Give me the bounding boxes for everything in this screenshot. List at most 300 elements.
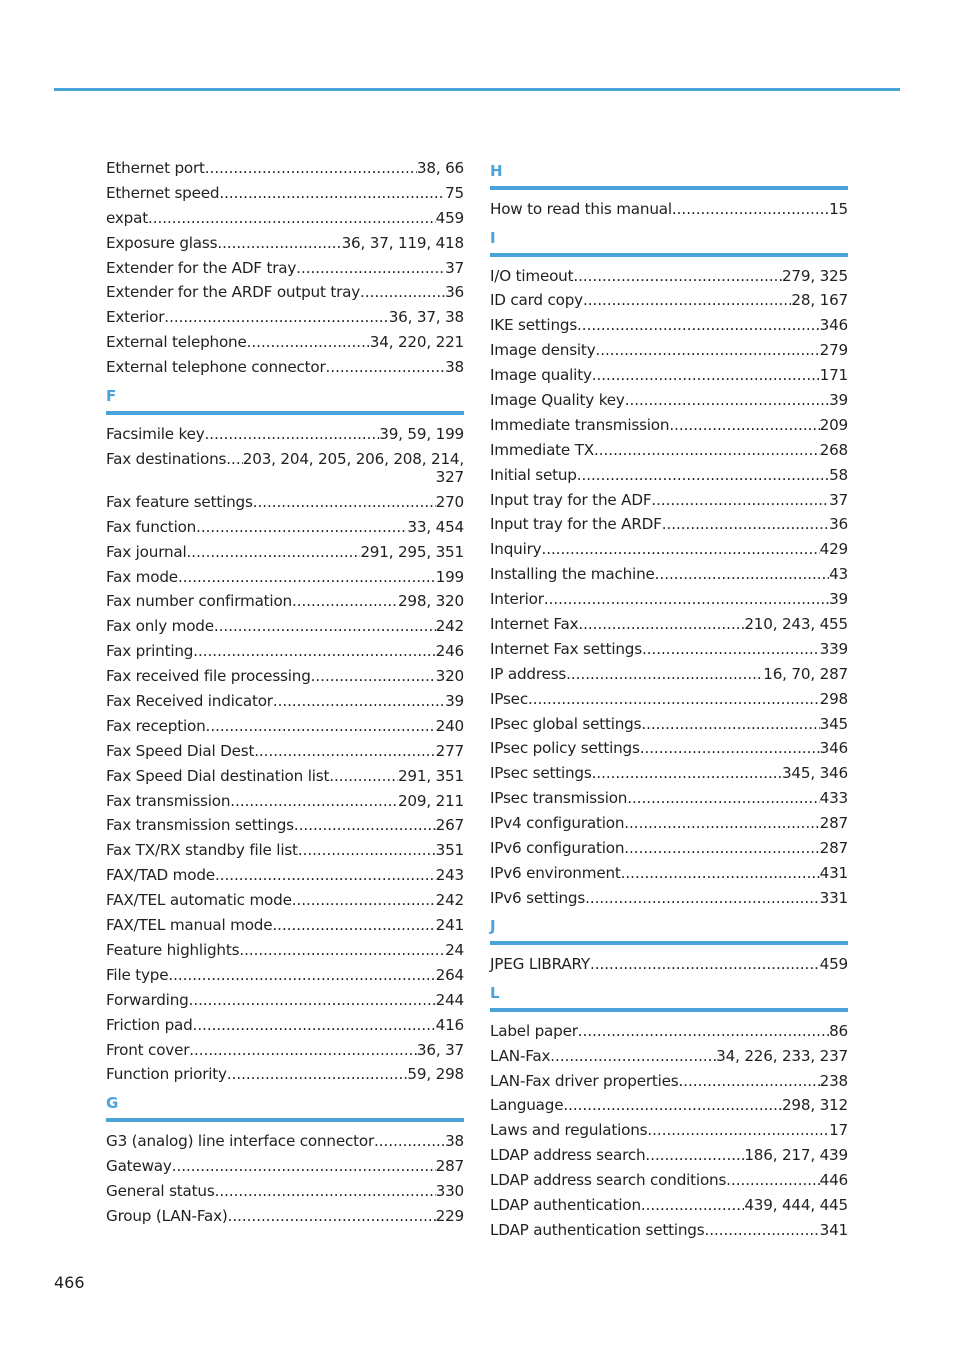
section-letter: H	[490, 162, 503, 180]
index-entry	[106, 450, 464, 487]
index-entry	[490, 491, 848, 510]
index-pages: 287	[435, 1156, 464, 1175]
index-term: FAX/TEL automatic mode	[106, 891, 292, 910]
index-pages: 291, 351	[397, 766, 464, 785]
index-term: Exterior	[106, 308, 165, 327]
dot-leader	[578, 615, 744, 634]
index-pages: 210, 243, 455	[744, 614, 848, 633]
dot-leader	[655, 565, 829, 584]
dot-leader	[215, 866, 436, 885]
index-term: IPv6 configuration	[490, 838, 625, 857]
index-term: FAX/TAD mode	[106, 866, 215, 885]
index-entry	[490, 739, 848, 758]
dot-leader	[214, 617, 436, 636]
dot-leader	[585, 889, 820, 908]
index-pages: 186, 217, 439	[744, 1146, 848, 1165]
index-entry	[106, 642, 464, 661]
dot-leader	[573, 267, 782, 286]
section-rule	[490, 1008, 848, 1012]
dot-leader	[205, 159, 417, 178]
index-entry	[106, 283, 464, 302]
dot-leader	[592, 764, 782, 783]
index-term: Extender for the ARDF output tray	[106, 283, 361, 302]
index-term: Inquiry	[490, 540, 542, 559]
index-pages: 351	[435, 841, 464, 860]
index-pages: 33, 454	[407, 517, 464, 536]
dot-leader	[259, 742, 436, 761]
index-pages: 320	[435, 667, 464, 686]
index-pages: 345	[819, 714, 848, 733]
index-entry	[106, 841, 464, 860]
index-entry-line	[106, 450, 464, 469]
index-pages: 341	[819, 1220, 848, 1239]
index-pages: 39	[445, 692, 464, 711]
dot-leader	[215, 1182, 436, 1201]
index-entry	[106, 1207, 464, 1226]
index-term: Label paper	[490, 1021, 578, 1040]
dot-leader	[193, 642, 435, 661]
section-header	[490, 229, 848, 257]
index-entry	[490, 565, 848, 584]
dot-leader	[594, 441, 820, 460]
dot-leader	[541, 540, 819, 559]
dot-leader	[641, 715, 819, 734]
index-entry	[106, 184, 464, 203]
dot-leader	[590, 955, 820, 974]
index-term: External telephone	[106, 333, 247, 352]
index-pages: 268	[819, 440, 848, 459]
index-term: Fax only mode	[106, 617, 214, 636]
index-term: IPsec global settings	[490, 714, 642, 733]
index-term: JPEG LIBRARY	[490, 955, 590, 974]
index-entry	[490, 366, 848, 385]
dot-leader	[642, 640, 820, 659]
index-pages: 59, 298	[407, 1065, 464, 1084]
index-term: IPv6 environment	[490, 863, 621, 882]
index-pages: 16, 70, 287	[763, 664, 848, 683]
index-pages: 209, 211	[397, 791, 464, 810]
index-entry	[106, 866, 464, 885]
index-term: IP address	[490, 664, 567, 683]
index-entry	[106, 259, 464, 278]
index-entry	[490, 1047, 848, 1066]
index-term: G3 (analog) line interface connector	[106, 1131, 375, 1150]
index-pages: 36	[829, 515, 848, 534]
index-term: Internet Fax	[490, 614, 579, 633]
dot-leader	[577, 466, 829, 485]
index-entry	[106, 966, 464, 985]
section-letter: I	[490, 228, 496, 247]
index-pages: 279, 325	[781, 266, 848, 285]
dot-leader	[164, 308, 388, 327]
index-term: LDAP authentication settings	[490, 1220, 705, 1239]
index-entry	[106, 592, 464, 611]
index-pages: 330	[435, 1181, 464, 1200]
index-term: Extender for the ADF tray	[106, 258, 297, 277]
dot-leader	[228, 1207, 436, 1226]
dot-leader	[374, 1132, 445, 1151]
index-term: How to read this manual	[490, 200, 672, 218]
index-term: IPsec	[490, 689, 528, 708]
index-entry	[490, 690, 848, 709]
section-letter: J	[490, 917, 496, 936]
index-entry	[106, 1157, 464, 1176]
index-entry	[490, 615, 848, 634]
dot-leader	[726, 1171, 819, 1190]
index-term: Immediate transmission	[490, 415, 670, 434]
dot-leader	[329, 767, 398, 786]
dot-leader	[566, 665, 763, 684]
dot-leader	[148, 209, 436, 228]
index-entry	[490, 814, 848, 833]
index-term: Laws and regulations	[490, 1121, 648, 1140]
index-term: Front cover	[106, 1040, 190, 1059]
index-term: Group (LAN-Fax)	[106, 1206, 228, 1225]
index-entry	[490, 391, 848, 410]
index-entry	[490, 839, 848, 858]
section-header	[490, 917, 848, 945]
index-entry	[490, 1146, 848, 1165]
dot-leader	[205, 425, 380, 444]
index-entry	[490, 1022, 848, 1041]
dot-leader	[592, 366, 820, 385]
page-number: 466	[54, 1273, 85, 1292]
index-pages: 346	[819, 739, 848, 758]
section-rule	[106, 1118, 464, 1122]
index-term: Exposure glass	[106, 233, 218, 252]
index-entry	[490, 665, 848, 684]
index-pages: 171	[819, 366, 848, 385]
index-entry	[106, 816, 464, 835]
index-pages: 24	[445, 940, 464, 959]
index-entry	[490, 441, 848, 460]
index-entry	[106, 891, 464, 910]
dot-leader	[577, 316, 820, 335]
index-term: Ethernet speed	[106, 183, 220, 202]
index-entry	[490, 640, 848, 659]
index-term: Fax TX/RX standby file list	[106, 841, 298, 860]
index-term: Fax transmission settings	[106, 816, 294, 835]
index-term: Image Quality key	[490, 390, 625, 409]
index-entry	[490, 955, 848, 974]
dot-leader	[595, 341, 819, 360]
index-term: Input tray for the ARDF	[490, 515, 662, 534]
dot-leader	[294, 816, 436, 835]
index-term: General status	[106, 1181, 215, 1200]
index-pages: 36, 37, 119, 418	[341, 233, 464, 252]
index-term: Gateway	[106, 1156, 172, 1175]
dot-leader	[247, 333, 370, 352]
index-pages: 229	[435, 1206, 464, 1225]
index-pages: 270	[435, 492, 464, 511]
index-term: LDAP address search conditions	[490, 1171, 727, 1190]
index-pages: 459	[819, 955, 848, 974]
index-term: IPsec policy settings	[490, 739, 640, 758]
dot-leader	[273, 692, 445, 711]
index-entry	[106, 493, 464, 512]
dot-leader	[193, 1016, 436, 1035]
section-letter: L	[490, 983, 500, 1002]
index-pages: 36	[445, 283, 464, 302]
index-term: Installing the machine	[490, 565, 655, 584]
index-term: Fax reception	[106, 716, 206, 735]
index-term: FAX/TEL manual mode	[106, 916, 273, 935]
index-term: Language	[490, 1096, 564, 1115]
index-pages: 86	[829, 1021, 848, 1040]
index-pages: 287	[819, 814, 848, 833]
index-pages: 240	[435, 716, 464, 735]
index-pages: 38	[445, 358, 464, 377]
index-entry	[106, 425, 464, 444]
index-pages: 346	[819, 316, 848, 335]
index-term: Fax mode	[106, 567, 178, 586]
dot-leader	[196, 518, 407, 537]
section-rule	[106, 411, 464, 415]
index-pages: 39	[829, 390, 848, 409]
section-header	[490, 162, 848, 190]
dot-leader	[624, 814, 819, 833]
index-pages: 287	[819, 838, 848, 857]
header-rule	[54, 88, 900, 91]
index-pages: 38, 66	[416, 159, 464, 177]
index-pages: 242	[435, 617, 464, 636]
index-pages: 264	[435, 965, 464, 984]
index-term: Friction pad	[106, 1015, 193, 1034]
index-pages: 446	[819, 1171, 848, 1190]
index-pages: 429	[819, 540, 848, 559]
index-term: IKE settings	[490, 316, 578, 335]
section-letter: F	[106, 386, 117, 405]
index-pages: 58	[829, 465, 848, 484]
index-pages: 431	[819, 863, 848, 882]
index-term: Immediate TX	[490, 440, 594, 459]
index-pages: 416	[435, 1015, 464, 1034]
dot-leader	[662, 515, 829, 534]
index-entry	[106, 617, 464, 636]
dot-leader	[645, 1146, 744, 1165]
index-entry	[106, 916, 464, 935]
section-rule	[490, 253, 848, 257]
index-term: IPsec settings	[490, 764, 592, 783]
index-entry	[106, 568, 464, 587]
index-pages: 199	[435, 567, 464, 586]
index-term: expat	[106, 208, 148, 227]
index-term: Ethernet port	[106, 159, 205, 177]
dot-leader	[272, 916, 435, 935]
index-pages: 28, 167	[791, 291, 848, 310]
index-entry	[490, 466, 848, 485]
index-pages: 203, 204, 205, 206, 208, 214,	[242, 449, 464, 468]
dot-leader	[360, 283, 445, 302]
index-entry	[490, 515, 848, 534]
section-header	[106, 387, 464, 415]
dot-leader	[625, 391, 829, 410]
index-pages: 39, 59, 199	[379, 424, 464, 443]
index-pages: 34, 226, 233, 237	[716, 1046, 848, 1065]
dot-leader	[253, 493, 436, 512]
dot-leader	[641, 1196, 744, 1215]
index-term: Image density	[490, 341, 596, 360]
index-pages: 277	[435, 741, 464, 760]
index-entry	[106, 717, 464, 736]
index-pages: 439, 444, 445	[744, 1196, 848, 1214]
index-pages: 38	[445, 1131, 464, 1150]
index-pages: 298, 312	[781, 1096, 848, 1115]
index-term: Fax printing	[106, 642, 194, 661]
index-pages: 246	[435, 642, 464, 661]
index-pages: 36, 37	[416, 1040, 464, 1059]
index-pages: 241	[435, 916, 464, 935]
index-pages: 345, 346	[781, 764, 848, 783]
index-term: Fax destinations	[106, 449, 227, 468]
index-entry	[490, 1096, 848, 1115]
index-entry	[106, 209, 464, 228]
section-rule	[490, 941, 848, 945]
index-pages: 37	[445, 258, 464, 277]
index-entry	[106, 1065, 464, 1084]
dot-leader	[178, 568, 436, 587]
index-pages: 244	[435, 990, 464, 1009]
index-term: Forwarding	[106, 990, 189, 1009]
index-entry	[490, 200, 848, 219]
index-entry	[490, 764, 848, 783]
dot-leader	[296, 259, 445, 278]
dot-leader	[292, 891, 436, 910]
index-pages: 17	[829, 1121, 848, 1140]
dot-leader	[669, 416, 819, 435]
dot-leader	[217, 234, 341, 253]
index-column-left	[106, 159, 464, 1231]
index-entry	[490, 341, 848, 360]
index-pages: 242	[435, 891, 464, 910]
index-pages: 267	[435, 816, 464, 835]
index-pages: 238	[819, 1071, 848, 1090]
index-term: Fax transmission	[106, 791, 231, 810]
index-term: Fax Speed Dial Dest.	[106, 741, 259, 760]
index-term: LDAP authentication	[490, 1196, 641, 1214]
index-term: LAN-Fax driver properties	[490, 1071, 679, 1090]
index-entry	[106, 308, 464, 327]
dot-leader	[172, 1157, 436, 1176]
index-entry	[490, 316, 848, 335]
index-pages: 298, 320	[397, 592, 464, 611]
index-term: ID card copy	[490, 291, 583, 310]
index-term: IPv6 settings	[490, 888, 586, 907]
dot-leader	[627, 789, 819, 808]
index-pages-continued: 327	[435, 468, 464, 487]
dot-leader	[672, 200, 829, 219]
section-header	[490, 984, 848, 1012]
index-entry	[490, 715, 848, 734]
dot-leader	[311, 667, 436, 686]
section-rule	[490, 186, 848, 190]
index-term: Fax feature settings	[106, 492, 253, 511]
index-entry	[490, 864, 848, 883]
index-entry	[490, 1196, 848, 1215]
index-entry	[106, 518, 464, 537]
index-pages: 36, 37, 38	[388, 308, 464, 327]
dot-leader	[647, 1121, 829, 1140]
index-entry	[490, 416, 848, 435]
index-term: IPsec transmission	[490, 789, 628, 808]
section-header	[106, 1094, 464, 1122]
index-pages: 279	[819, 341, 848, 360]
index-pages: 339	[819, 639, 848, 658]
index-entry	[106, 742, 464, 761]
index-entry	[490, 1072, 848, 1091]
dot-leader	[206, 717, 436, 736]
index-pages: 34, 220, 221	[369, 333, 464, 352]
index-pages: 75	[445, 183, 464, 202]
dot-leader	[528, 690, 820, 709]
index-column-right	[490, 159, 848, 1246]
index-term: Fax received file processing	[106, 667, 311, 686]
index-entry	[106, 991, 464, 1010]
index-pages: 291, 295, 351	[360, 542, 464, 561]
index-pages: 433	[819, 789, 848, 808]
index-entry	[106, 234, 464, 253]
index-entry	[106, 1182, 464, 1201]
index-entry	[490, 1221, 848, 1240]
dot-leader	[563, 1096, 782, 1115]
index-pages: 331	[819, 888, 848, 907]
index-entry	[490, 267, 848, 286]
dot-leader	[578, 1022, 829, 1041]
index-entry	[106, 1016, 464, 1035]
index-entry	[106, 1132, 464, 1151]
index-entry	[490, 291, 848, 310]
index-entry	[106, 358, 464, 377]
index-term: Image quality	[490, 366, 592, 385]
dot-leader	[230, 792, 398, 811]
index-pages: 43	[829, 565, 848, 584]
index-entry	[106, 1041, 464, 1060]
index-pages: 39	[829, 590, 848, 609]
index-pages: 298	[819, 689, 848, 708]
dot-leader	[168, 966, 435, 985]
index-term: Internet Fax settings	[490, 639, 642, 658]
index-entry	[490, 1121, 848, 1140]
index-term: Interior	[490, 590, 544, 609]
index-pages: 459	[435, 208, 464, 227]
dot-leader	[544, 590, 829, 609]
dot-leader	[219, 184, 445, 203]
dot-leader	[189, 991, 436, 1010]
dot-leader	[227, 1065, 408, 1084]
dot-leader	[640, 739, 820, 758]
index-entry	[106, 333, 464, 352]
dot-leader	[550, 1047, 716, 1066]
index-term: Feature highlights	[106, 940, 240, 959]
section-letter: G	[106, 1093, 119, 1112]
index-term: External telephone connector	[106, 358, 326, 377]
index-entry	[106, 543, 464, 562]
dot-leader	[679, 1072, 820, 1091]
index-pages: 243	[435, 866, 464, 885]
index-entry	[106, 692, 464, 711]
index-entry	[106, 159, 464, 178]
dot-leader	[239, 941, 445, 960]
index-term: Fax Received indicator	[106, 692, 273, 711]
index-term: Fax function	[106, 517, 197, 536]
index-entry	[490, 540, 848, 559]
index-term: Facsimile key	[106, 424, 205, 443]
index-term: I/O timeout	[490, 266, 574, 285]
index-pages: 15	[829, 200, 848, 218]
index-term: LAN-Fax	[490, 1046, 551, 1065]
dot-leader	[326, 358, 446, 377]
index-term: File type	[106, 965, 169, 984]
